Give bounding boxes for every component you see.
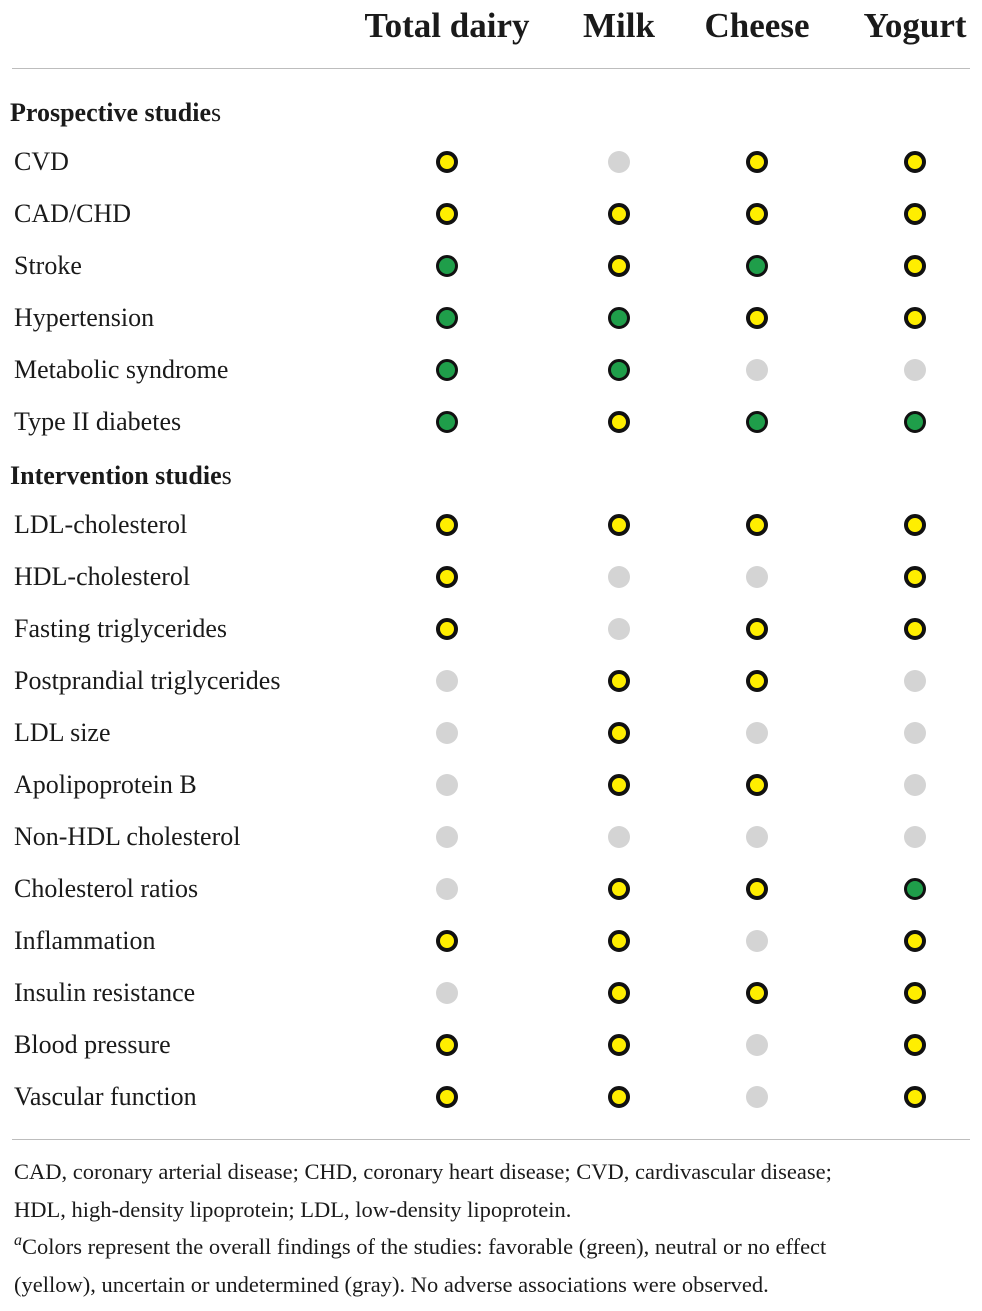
yogurt-green-dot-icon bbox=[904, 411, 926, 433]
milk-yellow-dot-icon bbox=[608, 722, 630, 744]
cheese-yellow-dot-icon bbox=[746, 203, 768, 225]
cheese-gray-dot-icon bbox=[746, 359, 768, 381]
milk-yellow-dot-icon bbox=[608, 514, 630, 536]
cheese-yellow-dot-icon bbox=[746, 670, 768, 692]
colors-note bbox=[14, 1228, 974, 1303]
yogurt-yellow-dot-icon bbox=[904, 982, 926, 1004]
cheese-yellow-dot-icon bbox=[746, 982, 768, 1004]
section-title-text: Prospective studie bbox=[10, 98, 211, 127]
column-header-total-dairy: Total dairy bbox=[364, 6, 530, 45]
row-label: Insulin resistance bbox=[14, 978, 196, 1007]
table-row bbox=[0, 298, 982, 338]
table-header bbox=[0, 2, 982, 50]
row-label: LDL size bbox=[14, 718, 111, 747]
table-row bbox=[0, 765, 982, 805]
total-dairy-yellow-dot-icon bbox=[436, 514, 458, 536]
footnotes bbox=[14, 1153, 974, 1303]
yogurt-yellow-dot-icon bbox=[904, 1034, 926, 1056]
cheese-yellow-dot-icon bbox=[746, 514, 768, 536]
total-dairy-yellow-dot-icon bbox=[436, 151, 458, 173]
total-dairy-yellow-dot-icon bbox=[436, 1086, 458, 1108]
milk-gray-dot-icon bbox=[608, 151, 630, 173]
section-title-tail: s bbox=[211, 98, 222, 127]
milk-green-dot-icon bbox=[608, 307, 630, 329]
column-header-milk: Milk bbox=[583, 6, 655, 45]
yogurt-gray-dot-icon bbox=[904, 670, 926, 692]
milk-yellow-dot-icon bbox=[608, 982, 630, 1004]
yogurt-yellow-dot-icon bbox=[904, 307, 926, 329]
total-dairy-yellow-dot-icon bbox=[436, 566, 458, 588]
total-dairy-gray-dot-icon bbox=[436, 774, 458, 796]
footnote-marker: a bbox=[14, 1232, 22, 1249]
cheese-green-dot-icon bbox=[746, 411, 768, 433]
yogurt-gray-dot-icon bbox=[904, 722, 926, 744]
milk-yellow-dot-icon bbox=[608, 1034, 630, 1056]
milk-yellow-dot-icon bbox=[608, 878, 630, 900]
table-row bbox=[0, 609, 982, 649]
milk-yellow-dot-icon bbox=[608, 411, 630, 433]
total-dairy-yellow-dot-icon bbox=[436, 930, 458, 952]
yogurt-yellow-dot-icon bbox=[904, 255, 926, 277]
table-row bbox=[0, 661, 982, 701]
milk-gray-dot-icon bbox=[608, 618, 630, 640]
section-title-text: Intervention studie bbox=[10, 461, 222, 490]
row-label: CAD/CHD bbox=[14, 199, 132, 228]
milk-yellow-dot-icon bbox=[608, 255, 630, 277]
cheese-yellow-dot-icon bbox=[746, 307, 768, 329]
abbreviations-line-2: HDL, high-density lipoprotein; LDL, low-density lipoprotein. bbox=[14, 1196, 572, 1222]
cheese-yellow-dot-icon bbox=[746, 618, 768, 640]
total-dairy-gray-dot-icon bbox=[436, 722, 458, 744]
table-row bbox=[0, 505, 982, 545]
total-dairy-green-dot-icon bbox=[436, 359, 458, 381]
milk-yellow-dot-icon bbox=[608, 1086, 630, 1108]
yogurt-gray-dot-icon bbox=[904, 774, 926, 796]
table-row bbox=[0, 713, 982, 753]
abbreviations-line-1: CAD, coronary arterial disease; CHD, coronary heart disease; CVD, cardivascular disease; bbox=[14, 1159, 832, 1184]
yogurt-gray-dot-icon bbox=[904, 826, 926, 848]
row-label: Postprandial triglycerides bbox=[14, 666, 281, 695]
section-title bbox=[10, 461, 232, 491]
yogurt-yellow-dot-icon bbox=[904, 514, 926, 536]
colors-line-1: Colors represent the overall findings of the studies: favorable (green), neutral or no effect bbox=[22, 1234, 827, 1259]
table-row bbox=[0, 1025, 982, 1065]
table-row bbox=[0, 921, 982, 961]
table-row bbox=[0, 194, 982, 234]
row-label: Apolipoprotein B bbox=[14, 770, 197, 799]
table-row bbox=[0, 142, 982, 182]
header-divider bbox=[12, 68, 970, 69]
yogurt-yellow-dot-icon bbox=[904, 203, 926, 225]
section-title bbox=[10, 98, 221, 128]
row-label: CVD bbox=[14, 147, 69, 176]
cheese-green-dot-icon bbox=[746, 255, 768, 277]
table-row bbox=[0, 246, 982, 286]
row-label: Stroke bbox=[14, 251, 82, 280]
cheese-yellow-dot-icon bbox=[746, 151, 768, 173]
milk-yellow-dot-icon bbox=[608, 930, 630, 952]
table-row bbox=[0, 817, 982, 857]
total-dairy-gray-dot-icon bbox=[436, 982, 458, 1004]
total-dairy-yellow-dot-icon bbox=[436, 618, 458, 640]
row-label: Blood pressure bbox=[14, 1030, 171, 1059]
cheese-gray-dot-icon bbox=[746, 1034, 768, 1056]
yogurt-yellow-dot-icon bbox=[904, 566, 926, 588]
table-row bbox=[0, 1077, 982, 1117]
cheese-gray-dot-icon bbox=[746, 722, 768, 744]
row-label: Non-HDL cholesterol bbox=[14, 822, 241, 851]
cheese-gray-dot-icon bbox=[746, 1086, 768, 1108]
cheese-gray-dot-icon bbox=[746, 826, 768, 848]
total-dairy-green-dot-icon bbox=[436, 307, 458, 329]
cheese-yellow-dot-icon bbox=[746, 774, 768, 796]
yogurt-gray-dot-icon bbox=[904, 359, 926, 381]
yogurt-yellow-dot-icon bbox=[904, 930, 926, 952]
total-dairy-yellow-dot-icon bbox=[436, 203, 458, 225]
milk-yellow-dot-icon bbox=[608, 203, 630, 225]
total-dairy-gray-dot-icon bbox=[436, 826, 458, 848]
column-header-cheese: Cheese bbox=[704, 6, 810, 45]
row-label: Fasting triglycerides bbox=[14, 614, 228, 643]
table-row bbox=[0, 402, 982, 442]
milk-gray-dot-icon bbox=[608, 566, 630, 588]
footer-divider bbox=[12, 1139, 970, 1140]
total-dairy-green-dot-icon bbox=[436, 411, 458, 433]
table-row bbox=[0, 869, 982, 909]
row-label: Type II diabetes bbox=[14, 407, 182, 436]
table-row bbox=[0, 973, 982, 1013]
table-row bbox=[0, 557, 982, 597]
milk-gray-dot-icon bbox=[608, 826, 630, 848]
row-label: Inflammation bbox=[14, 926, 156, 955]
row-label: Cholesterol ratios bbox=[14, 874, 199, 903]
milk-yellow-dot-icon bbox=[608, 774, 630, 796]
row-label: Vascular function bbox=[14, 1082, 197, 1111]
row-label: Metabolic syndrome bbox=[14, 355, 229, 384]
total-dairy-yellow-dot-icon bbox=[436, 1034, 458, 1056]
total-dairy-green-dot-icon bbox=[436, 255, 458, 277]
table-row bbox=[0, 350, 982, 390]
section-title-tail: s bbox=[221, 461, 232, 490]
milk-green-dot-icon bbox=[608, 359, 630, 381]
yogurt-green-dot-icon bbox=[904, 878, 926, 900]
total-dairy-gray-dot-icon bbox=[436, 670, 458, 692]
row-label: LDL-cholesterol bbox=[14, 510, 188, 539]
yogurt-yellow-dot-icon bbox=[904, 151, 926, 173]
row-label: Hypertension bbox=[14, 303, 155, 332]
abbreviations-note bbox=[14, 1153, 974, 1228]
row-label: HDL-cholesterol bbox=[14, 562, 191, 591]
cheese-gray-dot-icon bbox=[746, 566, 768, 588]
yogurt-yellow-dot-icon bbox=[904, 1086, 926, 1108]
cheese-gray-dot-icon bbox=[746, 930, 768, 952]
total-dairy-gray-dot-icon bbox=[436, 878, 458, 900]
milk-yellow-dot-icon bbox=[608, 670, 630, 692]
column-header-yogurt: Yogurt bbox=[863, 6, 967, 45]
cheese-yellow-dot-icon bbox=[746, 878, 768, 900]
yogurt-yellow-dot-icon bbox=[904, 618, 926, 640]
colors-line-2: (yellow), uncertain or undetermined (gray). No adverse associations were observed. bbox=[14, 1271, 769, 1297]
